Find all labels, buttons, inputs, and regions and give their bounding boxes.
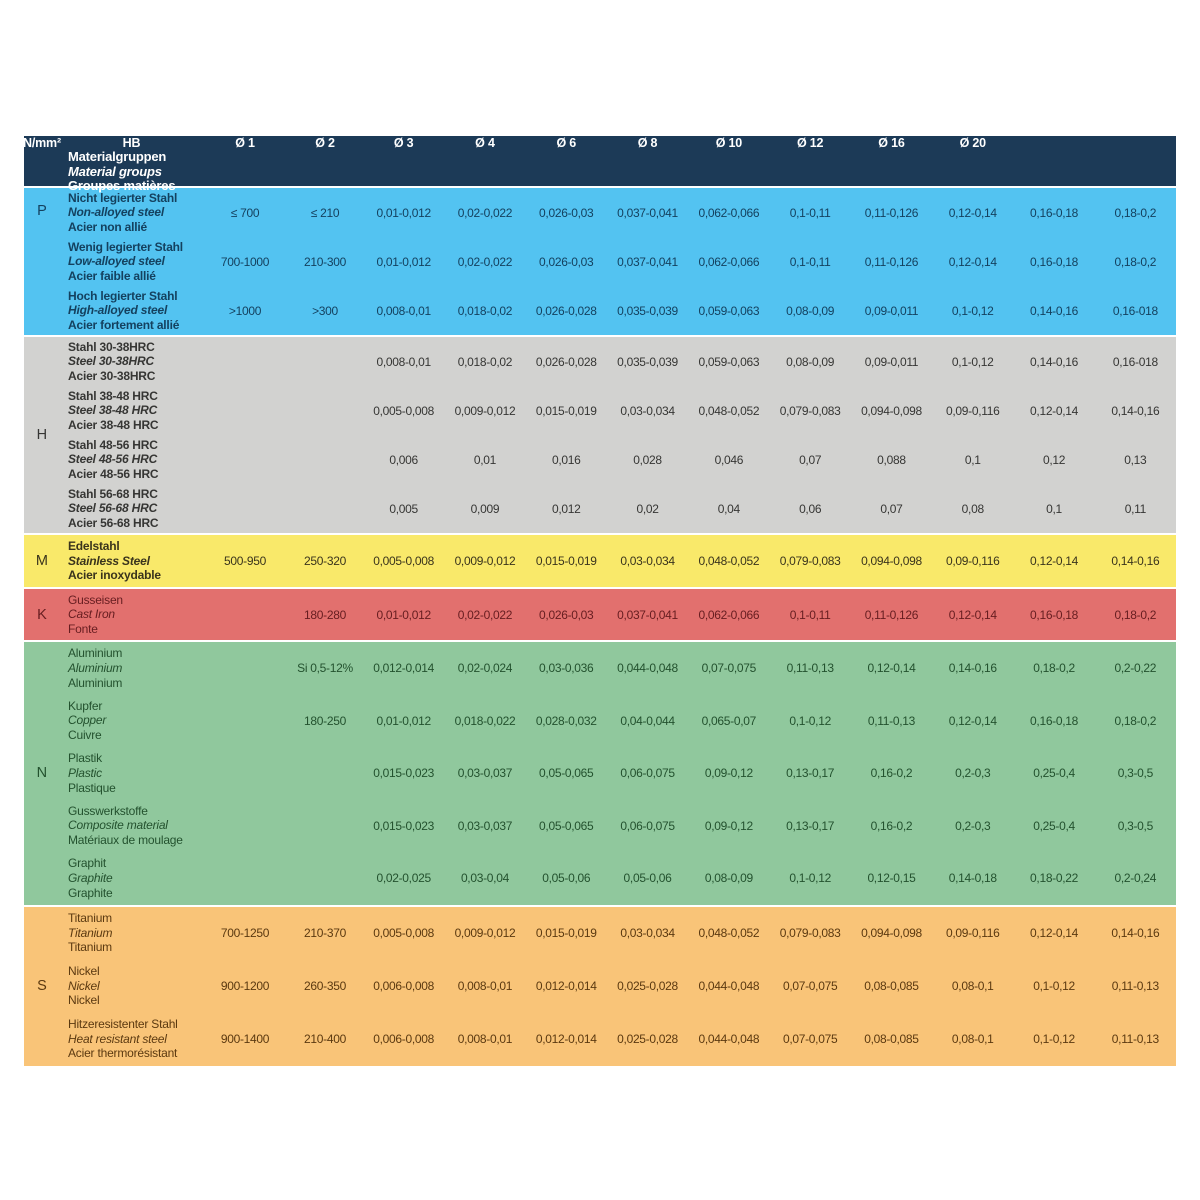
material-name-line-e: Titanium [68,925,113,940]
feed-value: 0,3-0,5 [1117,766,1153,781]
feed-value: 0,062-0,066 [698,205,760,220]
feed-value: 0,14-0,16 [1111,554,1160,568]
material-name [60,1017,203,1061]
feed-value: 0,05-0,06 [623,871,672,886]
feed-value: 0,028 [633,452,662,467]
material-name [60,699,203,743]
feed-value: 0,08-0,085 [864,1032,919,1046]
nmm2-value: ≤ 700 [230,205,260,220]
material-name-line-f: Aluminium [68,675,123,690]
feed-value: 0,1-0,12 [789,713,831,728]
material-name-line-f: Nickel [68,993,100,1008]
feed-value: 0,14-0,18 [948,871,997,886]
feed-value: 0,062-0,066 [698,607,760,622]
feed-value: 0,16-018 [1112,354,1158,369]
material-name [60,911,203,955]
col-header-d12: Ø 12 [796,136,824,150]
material-name-line-f: Acier fortement allié [68,317,180,332]
feed-value: 0,11-0,126 [864,254,919,269]
section-P [24,186,1176,335]
col-header-d1: Ø 1 [235,136,255,150]
feed-value: 0,14-0,16 [1111,926,1160,940]
feed-value: 0,09-0,011 [864,354,919,369]
feed-value: 0,094-0,098 [861,554,922,568]
feed-value: 0,09-0,116 [945,403,1000,418]
material-name-line-g: Nickel [68,964,100,979]
material-name-line-f: Graphite [68,885,113,900]
feed-value: 0,02-0,022 [457,205,513,220]
feed-value: 0,015-0,019 [535,403,597,418]
feed-value: 0,04 [717,501,740,516]
material-name [60,340,203,384]
section-H [24,335,1176,533]
material-name-line-g: Nicht legierter Stahl [68,190,178,205]
section-K [24,587,1176,640]
col-header-d10: Ø 10 [715,136,742,150]
cutting-data-table [24,136,1176,1066]
nmm2-value: >1000 [228,303,262,318]
material-name-line-e: Stainless Steel [68,553,150,568]
feed-value: 0,012-0,014 [373,661,435,676]
feed-value: 0,16-018 [1112,303,1158,318]
feed-value: 0,2-0,3 [955,818,991,833]
material-name [60,487,203,531]
material-name-line-g: Edelstahl [68,539,120,554]
feed-value: 0,07 [799,452,822,467]
feed-value: 0,12-0,14 [1030,926,1079,940]
nmm2-value: 700-1000 [220,254,270,269]
feed-value: 0,005-0,008 [373,554,435,568]
hb-value: 250-320 [304,554,346,568]
material-name-line-f: Acier 48-56 HRC [68,466,159,481]
feed-value: 0,026-0,03 [539,607,594,622]
material-name [60,289,203,333]
feed-value: 0,1-0,11 [789,254,831,269]
material-groups-header [60,150,203,194]
material-name-line-g: Hoch legierter Stahl [68,288,178,303]
feed-value: 0,015-0,023 [373,818,435,833]
feed-value: 0,018-0,022 [454,713,516,728]
feed-value: 0,1-0,12 [951,303,994,318]
feed-value: 0,04-0,044 [620,713,675,728]
feed-value: 0,035-0,039 [617,303,678,318]
feed-value: 0,18-0,2 [1114,607,1157,622]
feed-value: 0,01 [473,452,497,467]
feed-value: 0,12-0,14 [948,254,997,269]
feed-value: 0,12-0,14 [948,713,997,728]
feed-value: 0,018-0,02 [457,354,513,369]
feed-value: 0,25-0,4 [1033,818,1075,833]
material-name-line-g: Aluminium [68,646,123,661]
feed-value: 0,03-0,036 [539,661,594,676]
feed-value: 0,01-0,012 [376,713,431,728]
feed-value: 0,028-0,032 [535,713,597,728]
material-name-line-f: Acier faible allié [68,268,156,283]
header-line-en: Material groups [68,163,162,179]
feed-value: 0,009-0,012 [454,403,516,418]
feed-value: 0,009-0,012 [454,926,516,940]
material-name-line-e: Plastic [68,765,102,780]
feed-value: 0,11-0,13 [1111,979,1159,993]
feed-value: 0,059-0,063 [698,354,760,369]
material-name [60,240,203,284]
feed-value: 0,1-0,11 [789,205,831,220]
col-header-d16: Ø 16 [878,136,905,150]
feed-value: 0,01-0,012 [376,607,431,622]
feed-value: 0,1-0,12 [1033,979,1075,993]
feed-value: 0,16-0,18 [1030,607,1079,622]
feed-value: 0,044-0,048 [698,1032,760,1046]
material-name [60,964,203,1008]
feed-value: 0,11-0,126 [864,607,919,622]
feed-value: 0,026-0,03 [539,205,594,220]
feed-value: 0,18-0,2 [1114,205,1157,220]
section-M [24,533,1176,587]
material-name-line-e: Steel 38-48 HRC [68,403,158,418]
feed-value: 0,012-0,014 [535,1032,597,1046]
material-name-line-g: Graphit [68,856,106,871]
feed-value: 0,16-0,18 [1030,254,1079,269]
feed-value: 0,12-0,14 [1030,403,1079,418]
feed-value: 0,03-0,034 [620,403,675,418]
feed-value: 0,008-0,01 [376,354,431,369]
col-header-hb: HB [122,136,141,150]
material-name [60,804,203,848]
material-name-line-f: Plastique [68,780,116,795]
feed-value: 0,02 [636,501,659,516]
feed-value: 0,11-0,13 [786,661,834,676]
feed-value: 0,16-0,2 [870,818,913,833]
material-name-line-g: Wenig legierter Stahl [68,239,183,254]
material-name [60,438,203,482]
feed-value: 0,11-0,13 [1111,1032,1159,1046]
feed-value: 0,16-0,2 [870,766,913,781]
feed-value: 0,006-0,008 [373,1032,435,1046]
feed-value: 0,12-0,14 [948,205,997,220]
feed-value: 0,07-0,075 [701,661,757,676]
feed-value: 0,06 [799,501,822,516]
feed-value: 0,079-0,083 [779,554,841,568]
hb-value: ≤ 210 [310,205,340,220]
feed-value: 0,044-0,048 [698,979,760,993]
feed-value: 0,05-0,065 [539,766,594,781]
feed-value: 0,03-0,037 [457,818,513,833]
material-name-line-f: Acier thermorésistant [68,1046,178,1061]
feed-value: 0,08-0,09 [786,354,835,369]
header-line-de: Materialgruppen [68,149,167,164]
material-name [60,751,203,795]
feed-value: 0,05-0,06 [542,871,591,886]
feed-value: 0,18-0,2 [1114,254,1157,269]
feed-value: 0,09-0,116 [945,926,1000,940]
col-header-d2: Ø 2 [315,136,335,150]
hb-value: Si 0,5-12% [297,661,353,676]
feed-value: 0,015-0,019 [535,926,597,940]
material-name-line-e: Composite material [68,818,168,833]
feed-value: 0,037-0,041 [617,205,678,220]
material-name-line-e: Aluminium [68,660,123,675]
feed-value: 0,025-0,028 [617,979,678,993]
material-name [60,191,203,235]
section-letter-P: P [37,203,47,219]
col-header-d3: Ø 3 [393,136,414,150]
nmm2-value: 900-1400 [220,1032,270,1046]
material-name-line-e: High-alloyed steel [68,303,168,318]
feed-value: 0,06-0,075 [620,818,675,833]
material-name [60,539,203,583]
material-name-line-e: Heat resistant steel [68,1031,167,1046]
feed-value: 0,1-0,12 [951,354,994,369]
feed-value: 0,08-0,1 [951,979,994,993]
feed-value: 0,12-0,14 [948,607,997,622]
material-name-line-g: Gusswerkstoffe [68,803,148,818]
material-name-line-f: Acier 30-38HRC [68,368,156,383]
feed-value: 0,02-0,022 [457,607,513,622]
material-name-line-g: Stahl 56-68 HRC [68,486,158,501]
material-name-line-e: Copper [68,713,107,728]
feed-value: 0,2-0,24 [1114,871,1157,886]
feed-value: 0,13-0,17 [786,818,835,833]
feed-value: 0,094-0,098 [861,403,922,418]
col-header-d8: Ø 8 [637,136,658,150]
material-name-line-f: Cuivre [68,728,102,743]
feed-value: 0,08-0,09 [704,871,753,886]
material-name-line-e: Steel 48-56 HRC [68,452,158,467]
feed-value: 0,01-0,012 [376,254,431,269]
feed-value: 0,065-0,07 [701,713,757,728]
feed-value: 0,006-0,008 [373,979,435,993]
col-header-nmm2: N/mm² [23,136,61,150]
feed-value: 0,16-0,18 [1030,713,1079,728]
feed-value: 0,05-0,065 [539,818,594,833]
hb-value: 210-300 [304,254,346,269]
hb-value: 180-250 [304,713,346,728]
feed-value: 0,008-0,01 [457,1032,513,1046]
material-name-line-e: Steel 30-38HRC [68,354,154,369]
feed-value: 0,02-0,022 [457,254,513,269]
hb-value: 210-400 [304,1032,346,1046]
header-line-fr: Groupes matières [68,178,176,193]
feed-value: 0,12-0,14 [867,661,916,676]
material-name-line-g: Stahl 48-56 HRC [68,437,158,452]
material-name [60,389,203,433]
section-N [24,640,1176,905]
nmm2-value: 900-1200 [220,979,270,993]
feed-value: 0,062-0,066 [698,254,760,269]
feed-value: 0,008-0,01 [376,303,431,318]
feed-value: 0,005-0,008 [373,926,435,940]
feed-value: 0,1 [1046,501,1062,516]
hb-value: >300 [312,303,338,318]
section-letter-N: N [36,765,48,782]
material-name [60,593,203,637]
feed-value: 0,009 [470,501,500,516]
feed-value: 0,08 [961,501,984,516]
material-name-line-e: Graphite [68,870,113,885]
feed-value: 0,07-0,075 [782,1032,838,1046]
feed-value: 0,25-0,4 [1033,766,1075,781]
feed-value: 0,12-0,15 [867,871,916,886]
feed-value: 0,035-0,039 [617,354,678,369]
header-letter-spacer [1013,136,1094,150]
material-name-line-f: Titanium [68,940,112,955]
material-name-line-g: Plastik [68,751,102,766]
feed-value: 0,018-0,02 [457,303,513,318]
feed-value: 0,12 [1042,452,1066,467]
nmm2-value: 500-950 [224,554,266,568]
feed-value: 0,09-0,12 [704,766,753,781]
col-header-d4: Ø 4 [475,136,495,150]
feed-value: 0,03-0,034 [620,926,675,940]
material-name-line-f: Acier 38-48 HRC [68,417,159,432]
feed-value: 0,1 [964,452,981,467]
feed-value: 0,09-0,116 [945,554,1000,568]
feed-value: 0,16-0,18 [1030,205,1079,220]
feed-value: 0,11-0,126 [864,205,919,220]
feed-value: 0,079-0,083 [779,926,841,940]
material-name-line-f: Acier non allié [68,219,148,234]
nmm2-value: 700-1250 [220,926,270,940]
feed-value: 0,088 [877,452,906,467]
material-name [60,856,203,900]
feed-value: 0,13-0,17 [786,766,835,781]
feed-value: 0,13 [1124,452,1147,467]
material-name-line-f: Acier 56-68 HRC [68,515,159,530]
material-name-line-g: Gusseisen [68,592,123,607]
material-name-line-g: Kupfer [68,698,103,713]
feed-value: 0,048-0,052 [698,926,760,940]
feed-value: 0,07 [880,501,903,516]
feed-value: 0,005 [389,501,418,516]
feed-value: 0,08-0,1 [951,1032,994,1046]
feed-value: 0,016 [551,452,581,467]
feed-value: 0,015-0,023 [373,766,435,781]
hb-value: 180-280 [304,607,346,622]
feed-value: 0,01-0,012 [376,205,431,220]
feed-value: 0,012-0,014 [535,979,597,993]
feed-value: 0,059-0,063 [698,303,760,318]
feed-value: 0,048-0,052 [698,554,760,568]
feed-value: 0,11-0,13 [867,713,915,728]
feed-value: 0,03-0,04 [460,871,509,886]
section-S [24,905,1176,1066]
feed-value: 0,005-0,008 [373,403,435,418]
feed-value: 0,046 [714,452,744,467]
feed-value: 0,048-0,052 [698,403,760,418]
feed-value: 0,14-0,16 [948,661,997,676]
section-letter-M: M [35,553,49,569]
feed-value: 0,037-0,041 [617,254,678,269]
feed-value: 0,026-0,028 [535,303,597,318]
feed-value: 0,037-0,041 [617,607,678,622]
feed-value: 0,026-0,028 [535,354,597,369]
section-letter-S: S [37,978,47,994]
feed-value: 0,18-0,2 [1114,713,1157,728]
feed-value: 0,044-0,048 [617,661,678,676]
feed-value: 0,18-0,22 [1030,871,1079,886]
col-header-d20: Ø 20 [959,136,986,150]
feed-value: 0,08-0,09 [786,303,835,318]
material-name-line-e: Non-alloyed steel [68,205,164,220]
feed-value: 0,02-0,025 [376,871,431,886]
material-name-line-f: Acier inoxydable [68,568,161,583]
feed-value: 0,1-0,12 [789,871,831,886]
section-letter-K: K [37,606,47,623]
feed-value: 0,3-0,5 [1117,818,1153,833]
feed-value: 0,14-0,16 [1030,354,1079,369]
material-name-line-e: Nickel [68,978,100,993]
col-header-d6: Ø 6 [556,136,577,150]
feed-value: 0,025-0,028 [617,1032,678,1046]
material-name-line-g: Stahl 30-38HRC [68,339,155,354]
feed-value: 0,09-0,011 [864,303,919,318]
feed-value: 0,09-0,12 [704,818,753,833]
feed-value: 0,02-0,024 [457,661,513,676]
feed-value: 0,2-0,22 [1114,661,1157,676]
feed-value: 0,079-0,083 [779,403,841,418]
material-name-line-f: Matériaux de moulage [68,833,183,848]
feed-value: 0,14-0,16 [1111,403,1160,418]
feed-value: 0,07-0,075 [782,979,838,993]
material-name-line-g: Hitzeresistenter Stahl [68,1017,178,1032]
feed-value: 0,03-0,034 [620,554,675,568]
material-name-line-e: Steel 56-68 HRC [68,501,158,516]
feed-value: 0,12-0,14 [1030,554,1079,568]
material-name-line-e: Cast Iron [68,607,115,622]
feed-value: 0,1-0,11 [789,607,831,622]
feed-value: 0,012 [551,501,581,516]
material-name-line-e: Low-alloyed steel [68,254,165,269]
feed-value: 0,026-0,03 [539,254,594,269]
section-letter-H: H [36,427,48,443]
feed-value: 0,015-0,019 [535,554,597,568]
feed-value: 0,18-0,2 [1033,661,1075,676]
feed-value: 0,08-0,085 [864,979,919,993]
feed-value: 0,11 [1124,501,1146,516]
material-name-line-g: Titanium [68,911,112,926]
feed-value: 0,03-0,037 [457,766,513,781]
material-name-line-f: Fonte [68,621,98,636]
feed-value: 0,2-0,3 [955,766,991,781]
feed-value: 0,14-0,16 [1030,303,1079,318]
feed-value: 0,06-0,075 [620,766,675,781]
material-name-line-g: Stahl 38-48 HRC [68,388,158,403]
feed-value: 0,008-0,01 [457,979,513,993]
hb-value: 260-350 [304,979,346,993]
feed-value: 0,009-0,012 [454,554,516,568]
material-name [60,646,203,690]
feed-value: 0,094-0,098 [861,926,922,940]
hb-value: 210-370 [304,926,346,940]
feed-value: 0,006 [389,452,418,467]
feed-value: 0,1-0,12 [1033,1032,1075,1046]
table-header [23,136,1176,193]
